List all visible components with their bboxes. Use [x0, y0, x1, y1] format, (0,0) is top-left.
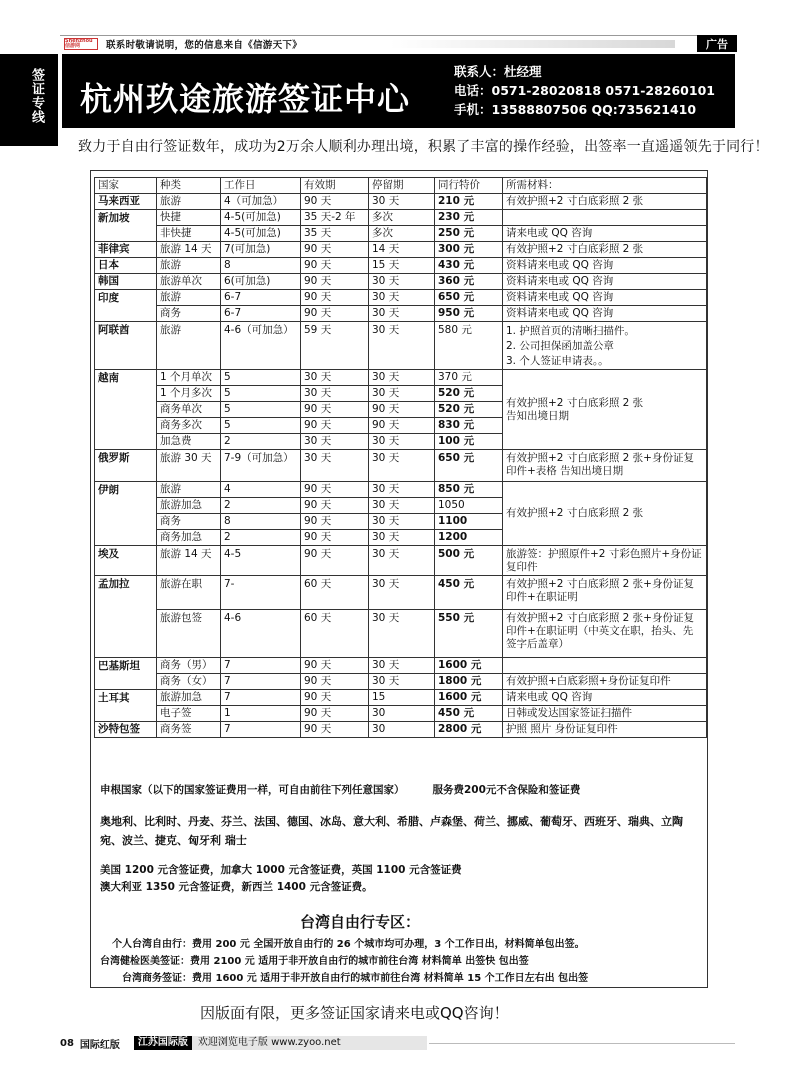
type-cell: 旅游	[157, 482, 221, 498]
country-cell: 埃及	[95, 546, 157, 576]
materials-cell	[503, 210, 707, 226]
validity-cell: 90 天	[301, 258, 369, 274]
materials-cell: 日韩或发达国家签证扫描件	[503, 706, 707, 722]
price-cell: 450 元	[435, 576, 503, 610]
workdays-cell: 7	[221, 690, 301, 706]
workdays-cell: 2	[221, 434, 301, 450]
stay-cell: 30 天	[369, 674, 435, 690]
stay-cell: 多次	[369, 226, 435, 242]
table-row	[95, 290, 707, 306]
table-row	[95, 322, 707, 370]
stay-cell: 90 天	[369, 418, 435, 434]
ad-badge: 广告	[697, 35, 737, 52]
workdays-cell: 4-5	[221, 546, 301, 576]
materials-cell: 资料请来电或 QQ 咨询	[503, 290, 707, 306]
workdays-cell: 7	[221, 722, 301, 738]
validity-cell: 90 天	[301, 242, 369, 258]
table-row	[95, 226, 707, 242]
price-cell: 1200	[435, 530, 503, 546]
table-row	[95, 658, 707, 674]
workdays-cell: 6-7	[221, 306, 301, 322]
type-cell: 旅游单次	[157, 274, 221, 290]
price-cell: 1600 元	[435, 658, 503, 674]
materials-cell: 有效护照+2 寸白底彩照 2 张	[503, 482, 707, 546]
price-cell: 250 元	[435, 226, 503, 242]
workdays-cell: 6(可加急)	[221, 274, 301, 290]
stay-cell: 多次	[369, 210, 435, 226]
schengen-heading-text: 申根国家（以下的国家签证费用一样，可自由前往下列任意国家）	[100, 784, 405, 796]
validity-cell: 30 天	[301, 450, 369, 482]
stay-cell: 30 天	[369, 194, 435, 210]
type-cell: 旅游 14 天	[157, 546, 221, 576]
footer-rule	[429, 1043, 735, 1044]
edition-label: 国际红版	[79, 1039, 120, 1051]
table-row	[95, 722, 707, 738]
type-cell: 旅游	[157, 322, 221, 370]
type-cell: 商务签	[157, 722, 221, 738]
stay-cell: 15 天	[369, 258, 435, 274]
workdays-cell: 7-	[221, 576, 301, 610]
header-cell: 停留期	[369, 178, 435, 194]
workdays-cell: 7(可加急)	[221, 242, 301, 258]
materials-line: 告知出境日期	[506, 409, 569, 422]
schengen-heading	[100, 782, 580, 797]
taiwan-offer: 台湾商务签证：费用 1600 元 适用于非开放自由行的城市前往台湾 材料简单 15 个工作日左右出 包出签	[122, 973, 589, 984]
stay-cell: 15	[369, 690, 435, 706]
materials-line: 1. 护照首页的清晰扫描件。	[506, 325, 635, 337]
country-cell: 巴基斯坦	[95, 658, 157, 690]
publication-logo: Shenzhou 信游网	[64, 38, 98, 50]
table-row	[95, 258, 707, 274]
table-header-row	[95, 178, 707, 194]
strip-shade	[390, 40, 675, 48]
taiwan-offer: 台湾健检医美签证：费用 2100 元 适用于非开放自由行的城市前往台湾 材料简单 出签快 包出签	[100, 956, 529, 967]
type-cell: 商务多次	[157, 418, 221, 434]
top-strip	[60, 35, 735, 51]
stay-cell: 30 天	[369, 434, 435, 450]
validity-cell: 90 天	[301, 530, 369, 546]
workdays-cell: 2	[221, 530, 301, 546]
table-row	[95, 194, 707, 210]
materials-cell	[503, 322, 707, 370]
stay-cell: 30 天	[369, 290, 435, 306]
materials-line: 2. 公司担保函加盖公章	[506, 340, 614, 352]
price-cell: 520 元	[435, 386, 503, 402]
table-row	[95, 306, 707, 322]
price-cell: 450 元	[435, 706, 503, 722]
workdays-cell: 7-9（可加急）	[221, 450, 301, 482]
source-note: 联系时敬请说明，您的信息来自《信游天下》	[106, 39, 303, 51]
contact-phone: 电话：0571-28020818 0571-28260101	[454, 83, 715, 98]
table-row	[95, 242, 707, 258]
country-cell: 越南	[95, 370, 157, 450]
validity-cell: 90 天	[301, 418, 369, 434]
workdays-cell: 4	[221, 482, 301, 498]
validity-cell: 90 天	[301, 690, 369, 706]
price-cell: 650 元	[435, 290, 503, 306]
price-cell: 950 元	[435, 306, 503, 322]
website-link[interactable]: 欢迎浏览电子版 www.zyoo.net	[192, 1036, 427, 1050]
materials-cell: 请来电或 QQ 咨询	[503, 690, 707, 706]
price-cell: 300 元	[435, 242, 503, 258]
schengen-country-list: 奥地利、比利时、丹麦、芬兰、法国、德国、冰岛、意大利、希腊、卢森堡、荷兰、挪威、葡萄牙、西班牙、瑞典、立陶宛、波兰、捷克、匈牙利 瑞士	[100, 815, 683, 847]
taiwan-section-title: 台湾自由行专区：	[300, 913, 421, 931]
table-row	[95, 674, 707, 690]
price-cell: 100 元	[435, 434, 503, 450]
country-cell: 阿联酋	[95, 322, 157, 370]
type-cell: 旅游在职	[157, 576, 221, 610]
schengen-fee-note: 服务费200元不含保险和签证费	[432, 784, 581, 796]
contact-mobile: 手机：13588807506 QQ:735621410	[454, 102, 697, 117]
table-row	[95, 546, 707, 576]
validity-cell: 90 天	[301, 514, 369, 530]
type-cell: 非快捷	[157, 226, 221, 242]
materials-cell	[503, 370, 707, 450]
type-cell: 商务	[157, 514, 221, 530]
header-cell: 有效期	[301, 178, 369, 194]
other-visa-line: 澳大利亚 1350 元含签证费，新西兰 1400 元含签证费。	[100, 881, 373, 893]
workdays-cell: 4-5(可加急)	[221, 226, 301, 242]
materials-cell: 有效护照+2 寸白底彩照 2 张	[503, 194, 707, 210]
stay-cell: 30 天	[369, 546, 435, 576]
table-row	[95, 706, 707, 722]
header-cell: 国家	[95, 178, 157, 194]
price-cell: 360 元	[435, 274, 503, 290]
stay-cell: 30 天	[369, 306, 435, 322]
stay-cell: 14 天	[369, 242, 435, 258]
workdays-cell: 4-6（可加急）	[221, 322, 301, 370]
type-cell: 商务（男）	[157, 658, 221, 674]
header-cell: 同行特价	[435, 178, 503, 194]
validity-cell: 90 天	[301, 290, 369, 306]
type-cell: 旅游加急	[157, 690, 221, 706]
workdays-cell: 1	[221, 706, 301, 722]
country-cell: 日本	[95, 258, 157, 274]
type-cell: 商务单次	[157, 402, 221, 418]
materials-cell: 有效护照+2 寸白底彩照 2 张+身份证复印件+表格 告知出境日期	[503, 450, 707, 482]
company-title: 杭州玖途旅游签证中心	[80, 80, 411, 118]
other-visa-line: 美国 1200 元含签证费，加拿大 1000 元含签证费，英国 1100 元含签证费	[100, 864, 462, 876]
validity-cell: 60 天	[301, 610, 369, 658]
country-cell: 印度	[95, 290, 157, 322]
validity-cell: 90 天	[301, 274, 369, 290]
workdays-cell: 7	[221, 674, 301, 690]
price-cell: 1100	[435, 514, 503, 530]
price-cell: 500 元	[435, 546, 503, 576]
workdays-cell: 2	[221, 498, 301, 514]
workdays-cell: 8	[221, 258, 301, 274]
materials-line: 3. 个人签证申请表。。	[506, 355, 609, 367]
contact-person: 联系人：杜经理	[454, 64, 542, 79]
materials-cell: 资料请来电或 QQ 咨询	[503, 258, 707, 274]
table-row	[95, 576, 707, 610]
validity-cell: 30 天	[301, 370, 369, 386]
materials-cell: 资料请来电或 QQ 咨询	[503, 306, 707, 322]
stay-cell: 30 天	[369, 482, 435, 498]
price-cell: 550 元	[435, 610, 503, 658]
materials-cell: 有效护照+白底彩照+身份证复印件	[503, 674, 707, 690]
materials-cell: 护照 照片 身份证复印件	[503, 722, 707, 738]
section-tab-label: 签证专线	[29, 68, 44, 124]
workdays-cell: 7	[221, 658, 301, 674]
materials-cell	[503, 658, 707, 674]
table-row	[95, 274, 707, 290]
materials-line: 有效护照+2 寸白底彩照 2 张	[506, 396, 644, 409]
stay-cell: 30 天	[369, 450, 435, 482]
price-cell: 1600 元	[435, 690, 503, 706]
validity-cell: 90 天	[301, 722, 369, 738]
stay-cell: 30 天	[369, 576, 435, 610]
page-number: 08	[60, 1037, 74, 1049]
workdays-cell: 6-7	[221, 290, 301, 306]
price-cell: 2800 元	[435, 722, 503, 738]
type-cell: 旅游 30 天	[157, 450, 221, 482]
country-cell: 沙特包签	[95, 722, 157, 738]
stay-cell: 30 天	[369, 530, 435, 546]
tagline: 致力于自由行签证数年，成功为2万余人顺利办理出境，积累了丰富的操作经验，出签率一直遥遥领先于同行！	[78, 139, 769, 155]
validity-cell: 60 天	[301, 576, 369, 610]
price-cell: 210 元	[435, 194, 503, 210]
type-cell: 电子签	[157, 706, 221, 722]
workdays-cell: 5	[221, 418, 301, 434]
materials-cell: 有效护照+2 寸白底彩照 2 张+身份证复印件+在职证明	[503, 576, 707, 610]
validity-cell: 30 天	[301, 434, 369, 450]
stay-cell: 30 天	[369, 610, 435, 658]
stay-cell: 30 天	[369, 274, 435, 290]
table-row	[95, 690, 707, 706]
materials-cell: 有效护照+2 寸白底彩照 2 张	[503, 242, 707, 258]
validity-cell: 90 天	[301, 402, 369, 418]
workdays-cell: 8	[221, 514, 301, 530]
country-cell: 俄罗斯	[95, 450, 157, 482]
country-cell: 韩国	[95, 274, 157, 290]
country-cell: 伊朗	[95, 482, 157, 546]
validity-cell: 30 天	[301, 386, 369, 402]
stay-cell: 30	[369, 706, 435, 722]
materials-cell: 请来电或 QQ 咨询	[503, 226, 707, 242]
validity-cell: 59 天	[301, 322, 369, 370]
table-row	[95, 610, 707, 658]
table-row	[95, 482, 707, 498]
type-cell: 1 个月单次	[157, 370, 221, 386]
country-cell: 新加坡	[95, 210, 157, 242]
price-cell: 830 元	[435, 418, 503, 434]
stay-cell: 30 天	[369, 386, 435, 402]
type-cell: 商务	[157, 306, 221, 322]
header-cell: 种类	[157, 178, 221, 194]
validity-cell: 90 天	[301, 546, 369, 576]
price-cell: 1050	[435, 498, 503, 514]
workdays-cell: 4-5(可加急)	[221, 210, 301, 226]
type-cell: 旅游加急	[157, 498, 221, 514]
materials-cell: 有效护照+2 寸白底彩照 2 张+身份证复印件+在职证明（中英文在职，抬头、先签字后盖章）	[503, 610, 707, 658]
validity-cell: 90 天	[301, 482, 369, 498]
table-row	[95, 450, 707, 482]
section-tab	[0, 54, 58, 146]
price-cell: 580 元	[435, 322, 503, 370]
validity-cell: 90 天	[301, 674, 369, 690]
type-cell: 1 个月多次	[157, 386, 221, 402]
stay-cell: 30 天	[369, 658, 435, 674]
type-cell: 旅游	[157, 258, 221, 274]
footnote: 因版面有限，更多签证国家请来电或QQ咨询！	[200, 1004, 509, 1022]
stay-cell: 30 天	[369, 498, 435, 514]
validity-cell: 90 天	[301, 706, 369, 722]
validity-cell: 90 天	[301, 306, 369, 322]
country-cell: 孟加拉	[95, 576, 157, 658]
type-cell: 快捷	[157, 210, 221, 226]
validity-cell: 90 天	[301, 498, 369, 514]
type-cell: 旅游	[157, 194, 221, 210]
country-cell: 土耳其	[95, 690, 157, 722]
price-cell: 650 元	[435, 450, 503, 482]
price-cell: 430 元	[435, 258, 503, 274]
stay-cell: 30 天	[369, 370, 435, 386]
contact-block	[454, 62, 715, 119]
type-cell: 旅游包签	[157, 610, 221, 658]
workdays-cell: 4-6	[221, 610, 301, 658]
price-cell: 1800 元	[435, 674, 503, 690]
validity-cell: 35 天-2 年	[301, 210, 369, 226]
materials-cell: 资料请来电或 QQ 咨询	[503, 274, 707, 290]
stay-cell: 30 天	[369, 322, 435, 370]
price-cell: 850 元	[435, 482, 503, 498]
stay-cell: 30	[369, 722, 435, 738]
taiwan-offer: 个人台湾自由行：费用 200 元 全国开放自由行的 26 个城市均可办理，3 个工作日出，材料简单包出签。	[112, 939, 585, 950]
price-cell: 520 元	[435, 402, 503, 418]
type-cell: 商务（女）	[157, 674, 221, 690]
table-row	[95, 370, 707, 386]
stay-cell: 90 天	[369, 402, 435, 418]
validity-cell: 90 天	[301, 194, 369, 210]
workdays-cell: 5	[221, 386, 301, 402]
header-cell: 所需材料：	[503, 178, 707, 194]
type-cell: 旅游 14 天	[157, 242, 221, 258]
materials-cell: 旅游签：护照原件+2 寸彩色照片+身份证复印件	[503, 546, 707, 576]
price-cell: 370 元	[435, 370, 503, 386]
page-footer	[60, 1036, 735, 1050]
workdays-cell: 5	[221, 402, 301, 418]
table-row	[95, 210, 707, 226]
type-cell: 加急费	[157, 434, 221, 450]
visa-price-table	[94, 177, 707, 738]
stay-cell: 30 天	[369, 514, 435, 530]
country-cell: 菲律宾	[95, 242, 157, 258]
validity-cell: 35 天	[301, 226, 369, 242]
validity-cell: 90 天	[301, 658, 369, 674]
type-cell: 商务加急	[157, 530, 221, 546]
workdays-cell: 4（可加急）	[221, 194, 301, 210]
ad-header	[62, 54, 735, 128]
type-cell: 旅游	[157, 290, 221, 306]
price-cell: 230 元	[435, 210, 503, 226]
country-cell: 马来西亚	[95, 194, 157, 210]
header-cell: 工作日	[221, 178, 301, 194]
region-badge: 江苏国际版	[134, 1036, 192, 1050]
workdays-cell: 5	[221, 370, 301, 386]
